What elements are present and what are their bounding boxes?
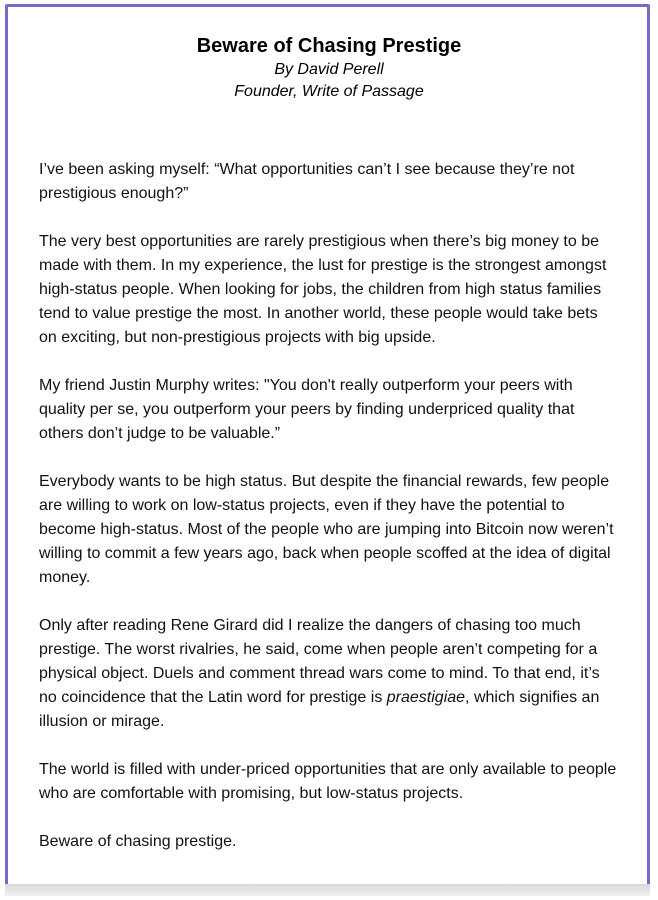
document-body — [39, 158, 619, 854]
paragraph-7: Beware of chasing prestige. — [39, 833, 237, 850]
paragraph-5-text-after: , which signifies an illusion or mirage. — [39, 689, 600, 730]
paragraph-5-text-before: Only after reading Rene Girard did I realize the dangers of chasing too much prestige. The worst rivalries, he said, come when people aren’t competing for a physical object. Duels and comment thread wars come to mind. To that end, it’s no coincidence that the Latin word for prestige is — [39, 617, 600, 706]
document-header — [0, 33, 658, 103]
author-role: Founder, Write of Passage — [234, 83, 424, 100]
latin-word-emphasis: praestigiae — [386, 689, 466, 706]
paragraph-3: My friend Justin Murphy writes: "You don't really outperform your peers with quality per se, you outperform your peers by finding underpriced quality that others don’t judge to be valuable.” — [39, 377, 575, 442]
paragraph-6: The world is filled with under-priced opportunities that are only available to people who are comfortable with promising, but low-status projects. — [39, 761, 617, 802]
document-title: Beware of Chasing Prestige — [196, 35, 462, 57]
paragraph-2: The very best opportunities are rarely prestigious when there’s big money to be made with them. In my experience, the lust for prestige is the strongest amongst high-status people. When looking for jobs, the children from high status families tend to value prestige the most. In another world, these people would take bets on exciting, but non-prestigious projects with big upside. — [39, 233, 607, 346]
paragraph-4: Everybody wants to be high status. But despite the financial rewards, few people are willing to work on low-status projects, even if they have the potential to become high-status. Most of the people who are jumping into Bitcoin now weren’t willing to commit a few years ago, back when people scoffed at the idea of digital money. — [39, 473, 614, 586]
frame-bottom-shadow — [5, 884, 650, 896]
author-byline: By David Perell — [274, 61, 384, 78]
paragraph-5 — [39, 614, 619, 734]
paragraph-1: I’ve been asking myself: “What opportunities can’t I see because they’re not prestigious enough?” — [39, 161, 575, 202]
